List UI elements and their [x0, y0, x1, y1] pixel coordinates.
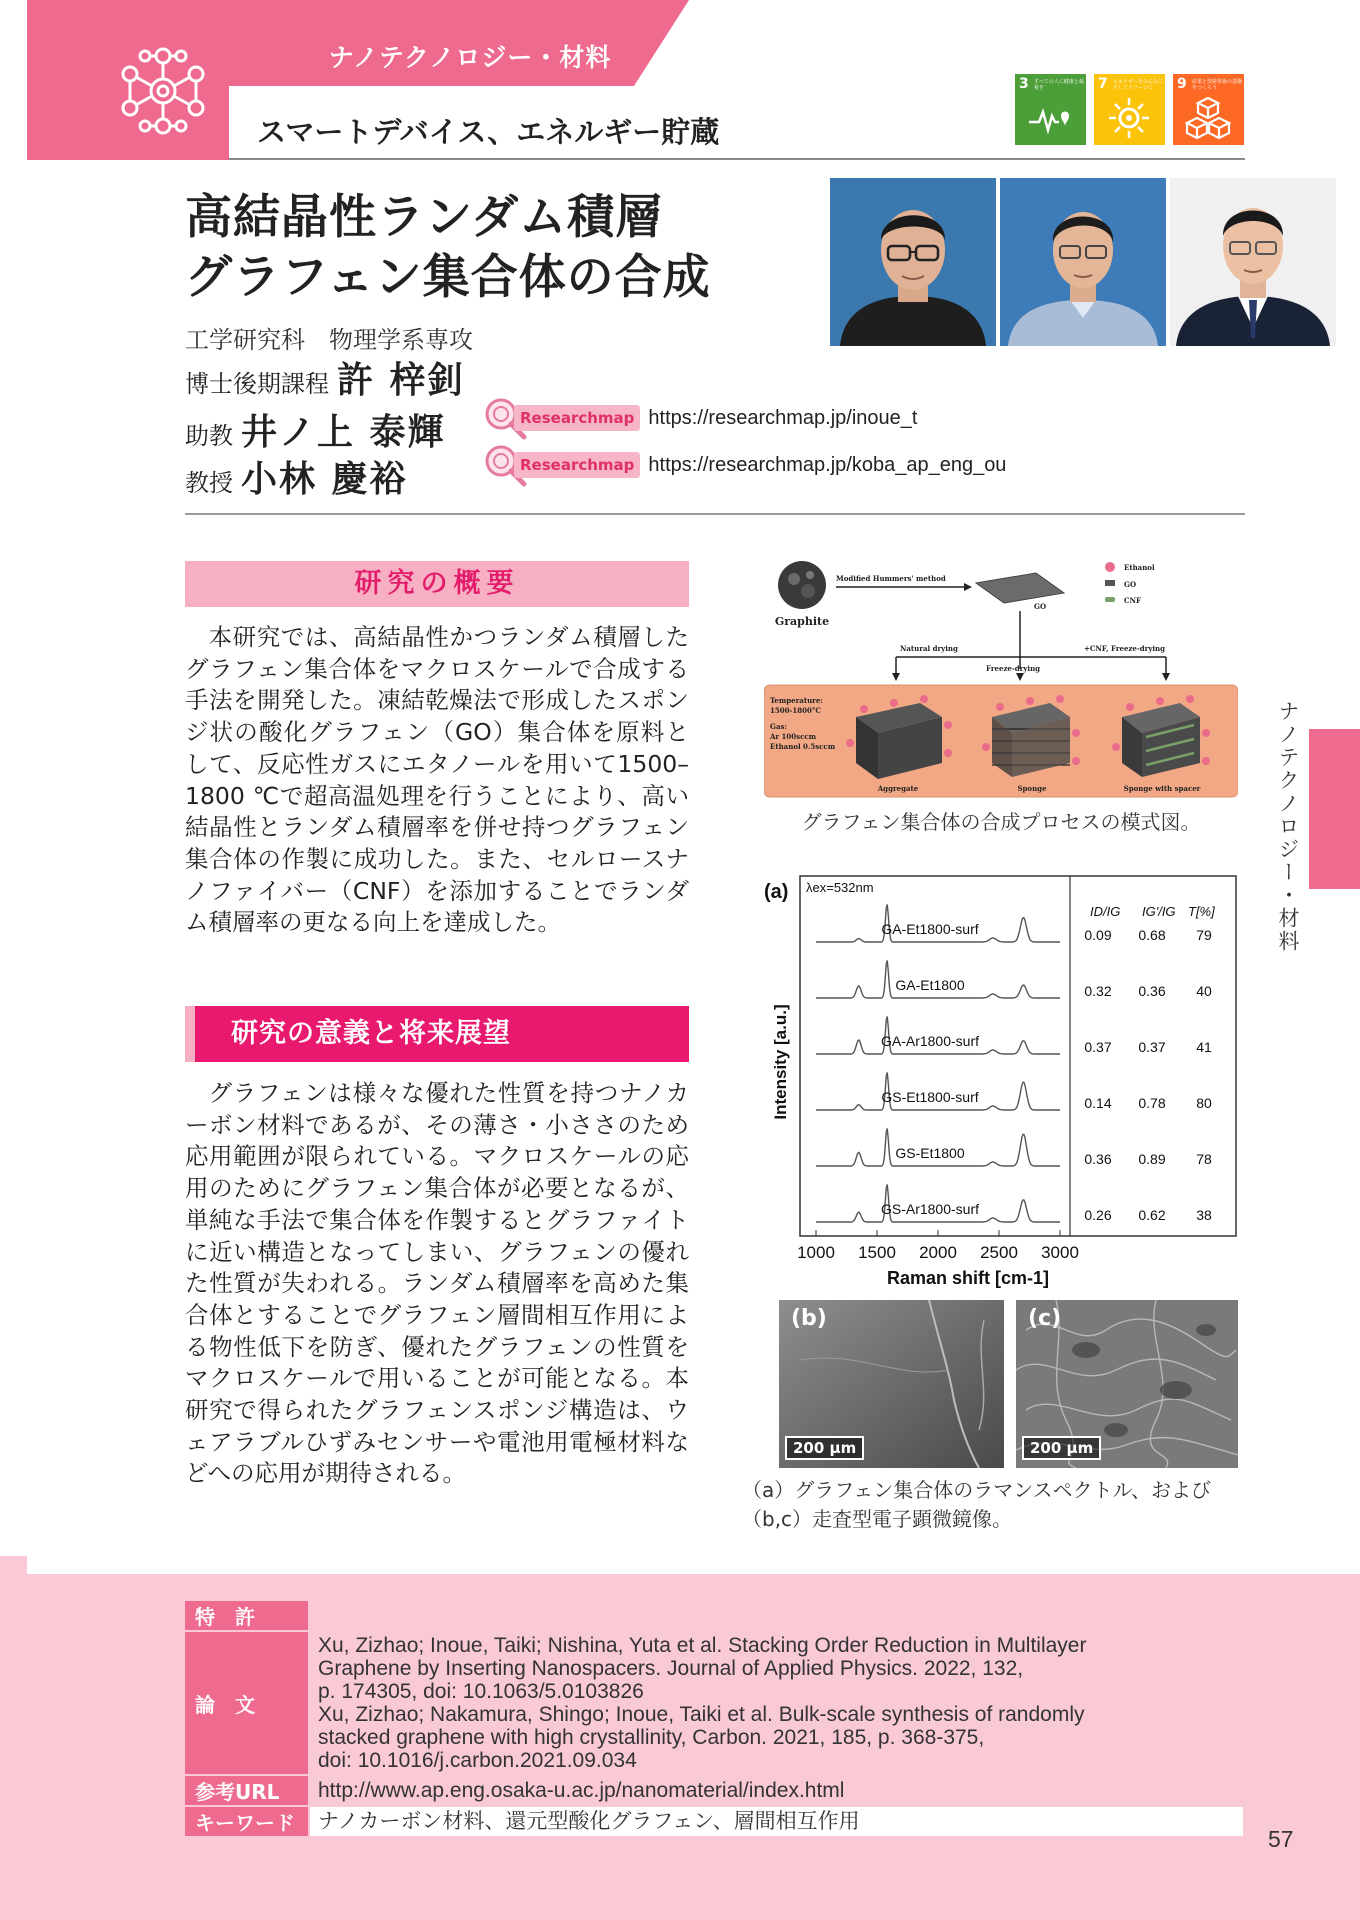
sem-b-label: (b) [791, 1306, 827, 1331]
t-value: 40 [1196, 983, 1212, 999]
author-role: 助教 [185, 422, 233, 450]
svg-text:Ethanol: Ethanol [1124, 563, 1155, 572]
series-label: GS-Et1800 [895, 1145, 965, 1161]
header-divider [229, 158, 1245, 160]
sdg-7-badge: 7 エネルギーをみんなにそしてクリーンに [1094, 74, 1165, 145]
sdg-3-badge: 3 すべての人に健康と福祉を [1015, 74, 1086, 145]
paper-list [309, 1631, 1243, 1775]
svg-text:Sponge: Sponge [1017, 784, 1047, 793]
svg-text:Ethanol 0.5sccm: Ethanol 0.5sccm [770, 742, 836, 751]
x-tick-label: 1000 [797, 1243, 835, 1262]
cubes-icon [1185, 96, 1231, 140]
paper-line: stacked graphene with high crystallinity, Carbon. 2021, 185, p. 368-375, [318, 1726, 985, 1749]
patent-value [309, 1601, 1243, 1631]
series-label: GS-Ar1800-surf [880, 1201, 980, 1217]
figure1-caption: グラフェン集合体の合成プロセスの模式図。 [801, 810, 1201, 834]
id-ig-value: 0.36 [1084, 1151, 1112, 1167]
id-ig-value: 0.37 [1084, 1039, 1112, 1055]
svg-text:Graphite: Graphite [774, 615, 830, 628]
author-name: 井ノ上 泰輝 [241, 412, 446, 453]
title-divider [185, 513, 1245, 515]
figure2-caption: （a）グラフェン集合体のラマンスペクトル、および（b,c）走査型電子顕微鏡像。 [742, 1478, 1212, 1531]
svg-text:Freeze-drying: Freeze-drying [986, 664, 1041, 673]
author-photo-3 [1170, 178, 1336, 346]
scale-bar-b: 200 μm [785, 1436, 864, 1460]
svg-text:Gas:: Gas: [770, 722, 788, 731]
patent-row [185, 1601, 1243, 1631]
x-tick-label: 2000 [919, 1243, 957, 1262]
svg-text:Aggregate: Aggregate [877, 784, 919, 793]
side-tab-bar [1309, 729, 1360, 889]
id-ig-value: 0.26 [1084, 1207, 1112, 1223]
overview-text: 本研究では、高結晶性かつランダム積層したグラフェン集合体をマクロスケールで合成する手法を開発した。凍結乾燥法で形成したスポンジ状の酸化グラフェン（GO）集合体を原料として、反応性ガスにエタノールを用いて1500–1800 ℃で超高温処理を行うことにより、高い結晶性とランダム積層率を併せ持つグラフェン集合体の作製に成功した。また、セルロースナノファイバー（CNF）を添加することでランダム積層率の更なる向上を達成した。 [185, 623, 689, 937]
page-title [185, 188, 711, 308]
svg-text:Temperature:: Temperature: [770, 696, 823, 705]
svg-text:CNF: CNF [1124, 596, 1141, 605]
author-2 [185, 404, 446, 455]
series-label: GA-Ar1800-surf [880, 1033, 980, 1049]
paper-label: 論 文 [185, 1631, 309, 1775]
svg-text:1500-1800°C: 1500-1800°C [770, 706, 821, 715]
svg-text:Modified Hummers' method: Modified Hummers' method [836, 574, 946, 583]
id-ig-value: 0.09 [1084, 927, 1112, 943]
keyword-row [185, 1806, 1243, 1837]
keyword-label: キーワード [185, 1806, 309, 1837]
author-1 [185, 352, 466, 403]
t-value: 79 [1196, 927, 1212, 943]
category-label: ナノテクノロジー・材料 [328, 43, 612, 72]
paper-line: Xu, Zizhao; Nakamura, Shingo; Inoue, Taiki et al. Bulk-scale synthesis of randomly [318, 1703, 1085, 1726]
sem-c-label: (c) [1028, 1306, 1062, 1331]
ig2-ig-value: 0.37 [1138, 1039, 1166, 1055]
synthesis-process-figure [764, 557, 1238, 799]
department: 工学研究科 物理学系専攻 [185, 326, 473, 354]
paper-row [185, 1631, 1243, 1775]
raman-spectra-chart [760, 872, 1238, 1292]
url-label: 参考URL [185, 1775, 309, 1806]
t-value: 80 [1196, 1095, 1212, 1111]
excitation-label: λex=532nm [806, 880, 874, 895]
author-name: 小林 慶裕 [241, 459, 408, 500]
ig2-ig-value: 0.68 [1138, 927, 1166, 943]
paper-line: Graphene by Inserting Nanospacers. Journal of Applied Physics. 2022, 132, [318, 1657, 1024, 1680]
graphite-image [778, 561, 826, 609]
id-ig-value: 0.32 [1084, 983, 1112, 999]
x-axis-label: Raman shift [cm-1] [886, 1268, 1050, 1288]
researchmap-link-kobayashi[interactable] [482, 450, 1006, 480]
title-line-1: 高結晶性ランダム積層 [185, 190, 664, 245]
header-icon-box [27, 0, 229, 160]
table-header-t: T[%] [1188, 904, 1215, 919]
sem-image-b [779, 1300, 1004, 1468]
scale-bar-c: 200 μm [1022, 1436, 1101, 1460]
side-tab-label: ナノテクノロジー・材料 [1276, 700, 1300, 953]
title-line-2: グラフェン集合体の合成 [185, 250, 711, 305]
x-tick-label: 3000 [1041, 1243, 1079, 1262]
author-name: 許 梓釗 [337, 360, 466, 401]
x-tick-label: 1500 [858, 1243, 896, 1262]
ig2-ig-value: 0.62 [1138, 1207, 1166, 1223]
paper-line: Xu, Zizhao; Inoue, Taiki; Nishina, Yuta et al. Stacking Order Reduction in Multilayer [318, 1634, 1087, 1657]
author-3 [185, 451, 408, 502]
t-value: 78 [1196, 1151, 1212, 1167]
sun-icon [1106, 96, 1152, 140]
page-number: 57 [1268, 1826, 1294, 1852]
reference-url[interactable]: http://www.ap.eng.osaka-u.ac.jp/nanomaterial/index.html [309, 1775, 1243, 1806]
researchmap-badge[interactable]: Researchmap [482, 450, 640, 480]
url-row [185, 1775, 1243, 1806]
svg-text:+CNF, Freeze-drying: +CNF, Freeze-drying [1084, 644, 1166, 653]
header-subtitle: スマートデバイス、エネルギー貯蔵 [257, 115, 720, 149]
ig2-ig-value: 0.78 [1138, 1095, 1166, 1111]
sem-image-c [1016, 1300, 1238, 1468]
significance-heading: 研究の意義と将来展望 [185, 1006, 689, 1062]
sdg-9-badge: 9 産業と技術革新の基盤をつくろう [1173, 74, 1244, 145]
researchmap-link-inoue[interactable] [482, 403, 917, 433]
panel-label: (a) [764, 881, 789, 903]
x-tick-label: 2500 [980, 1243, 1018, 1262]
t-value: 41 [1196, 1039, 1212, 1055]
series-label: GS-Et1800-surf [881, 1089, 979, 1105]
svg-text:Sponge with spacer: Sponge with spacer [1123, 784, 1201, 793]
author-photo-2 [1000, 178, 1166, 346]
heartbeat-icon [1027, 96, 1073, 140]
researchmap-badge[interactable]: Researchmap [482, 403, 640, 433]
series-label: GA-Et1800 [895, 977, 965, 993]
nano-network-icon [118, 46, 208, 136]
table-header-ig2-ig: IG'/IG [1142, 904, 1176, 919]
ig2-ig-value: 0.89 [1138, 1151, 1166, 1167]
significance-text: グラフェンは様々な優れた性質を持つナノカーボン材料であるが、その薄さ・小ささのため応用範囲が限られている。マクロスケールの応用のためにグラフェン集合体が必要となるが、単純な手法で集合体を作製するとグラファイトに近い構造となってしまい、グラフェンの優れた性質が失われる。ランダム積層率を高めた集合体とすることでグラフェン層間相互作用による物性低下を防ぎ、優れたグラフェンの性質をマクロスケールで用いることが可能となる。本研究で得られたグラフェンスポンジ構造は、ウェアラブルひずみセンサーや電池用電極材料などへの応用が期待される。 [185, 1079, 689, 1488]
patent-label: 特 許 [185, 1601, 309, 1631]
svg-text:Ar 100sccm: Ar 100sccm [770, 732, 817, 741]
svg-text:Natural drying: Natural drying [900, 644, 958, 653]
footer-notch [0, 1556, 27, 1576]
author-role: 教授 [185, 469, 233, 497]
svg-text:GO: GO [1034, 602, 1047, 611]
y-axis-label: Intensity [a.u.] [771, 1004, 790, 1120]
researchmap-url[interactable]: https://researchmap.jp/inoue_t [648, 406, 918, 429]
overview-heading: 研究の概要 [185, 561, 689, 607]
id-ig-value: 0.14 [1084, 1095, 1112, 1111]
keyword-value: ナノカーボン材料、還元型酸化グラフェン、層間相互作用 [309, 1806, 1243, 1837]
author-photo-1 [830, 178, 996, 346]
table-header-id-ig: ID/IG [1090, 904, 1121, 919]
series-label: GA-Et1800-surf [881, 921, 979, 937]
paper-line: doi: 10.1016/j.carbon.2021.09.034 [318, 1749, 637, 1772]
researchmap-url[interactable]: https://researchmap.jp/koba_ap_eng_ou [648, 453, 1007, 476]
author-role: 博士後期課程 [185, 370, 329, 398]
reference-table [185, 1601, 1243, 1838]
t-value: 38 [1196, 1207, 1212, 1223]
svg-text:GO: GO [1124, 580, 1137, 589]
paper-line: p. 174305, doi: 10.1063/5.0103826 [318, 1680, 644, 1703]
ig2-ig-value: 0.36 [1138, 983, 1166, 999]
